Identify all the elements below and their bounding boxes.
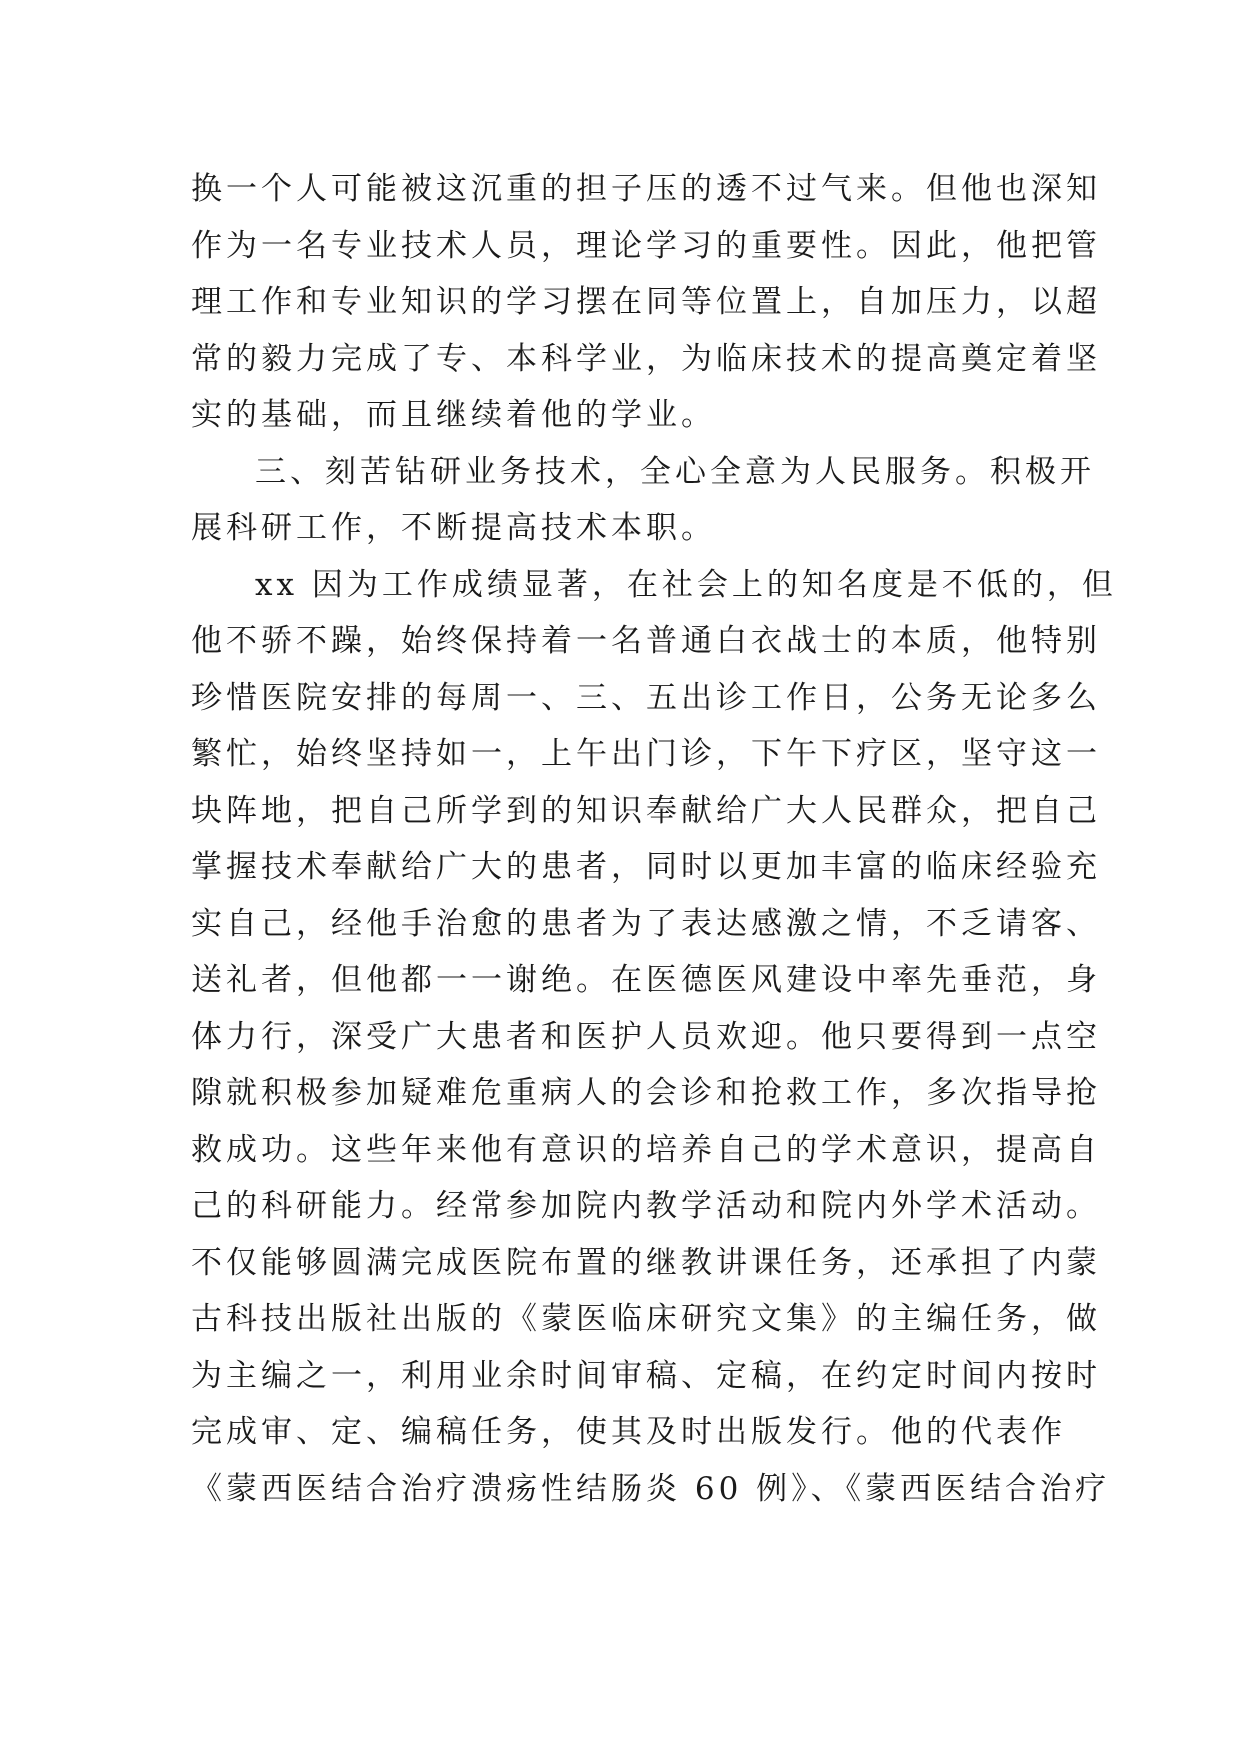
text-line: 实的基础，而且继续着他的学业。 [191, 397, 716, 433]
text-line: 《蒙西医结合治疗溃疡性结肠炎 60 例》、《蒙西医结合治疗 [191, 1470, 1111, 1507]
text-line: 古科技出版社出版的《蒙医临床研究文集》的主编任务，做 [191, 1301, 1101, 1337]
text-line: 体力行，深受广大患者和医护人员欢迎。他只要得到一点空 [191, 1018, 1101, 1055]
paragraph-start-line: xx 因为工作成绩显著，在社会上的知名度是不低的，但 [255, 566, 1117, 603]
text-line: 完成审、定、编稿任务，使其及时出版发行。他的代表作 [191, 1414, 1066, 1450]
text-line: 为主编之一，利用业余时间审稿、定稿，在约定时间内按时 [191, 1357, 1101, 1394]
text-line: 块阵地，把自己所学到的知识奉献给广大人民群众，把自己 [191, 792, 1101, 829]
text-line: 他不骄不躁，始终保持着一名普通白衣战士的本质，他特别 [191, 623, 1101, 659]
text-line: 常的毅力完成了专、本科学业，为临床技术的提高奠定着坚 [191, 340, 1101, 377]
text-line: 不仅能够圆满完成医院布置的继教讲课任务，还承担了内蒙 [191, 1244, 1101, 1281]
text-line: 展科研工作，不断提高技术本职。 [191, 510, 716, 546]
body-text [191, 161, 1117, 1517]
text-line: 己的科研能力。经常参加院内教学活动和院内外学术活动。 [191, 1188, 1101, 1224]
text-line: 作为一名专业技术人员，理论学习的重要性。因此，他把管 [191, 227, 1101, 264]
text-line: 救成功。这些年来他有意识的培养自己的学术意识，提高自 [191, 1131, 1101, 1168]
text-line: 理工作和专业知识的学习摆在同等位置上，自加压力，以超 [191, 284, 1101, 320]
text-line: 送礼者，但他都一一谢绝。在医德医风建设中率先垂范，身 [191, 962, 1101, 998]
section-heading-line: 三、刻苦钻研业务技术，全心全意为人民服务。积极开 [255, 453, 1095, 490]
text-line: 换一个人可能被这沉重的担子压的透不过气来。但他也深知 [191, 171, 1101, 207]
text-line: 掌握技术奉献给广大的患者，同时以更加丰富的临床经验充 [191, 849, 1101, 885]
text-line: 珍惜医院安排的每周一、三、五出诊工作日，公务无论多么 [191, 679, 1101, 716]
text-line: 隙就积极参加疑难危重病人的会诊和抢救工作，多次指导抢 [191, 1075, 1101, 1111]
text-line: 繁忙，始终坚持如一，上午出门诊，下午下疗区，坚守这一 [191, 736, 1101, 772]
text-line: 实自己，经他手治愈的患者为了表达感激之情，不乏请客、 [191, 905, 1101, 942]
